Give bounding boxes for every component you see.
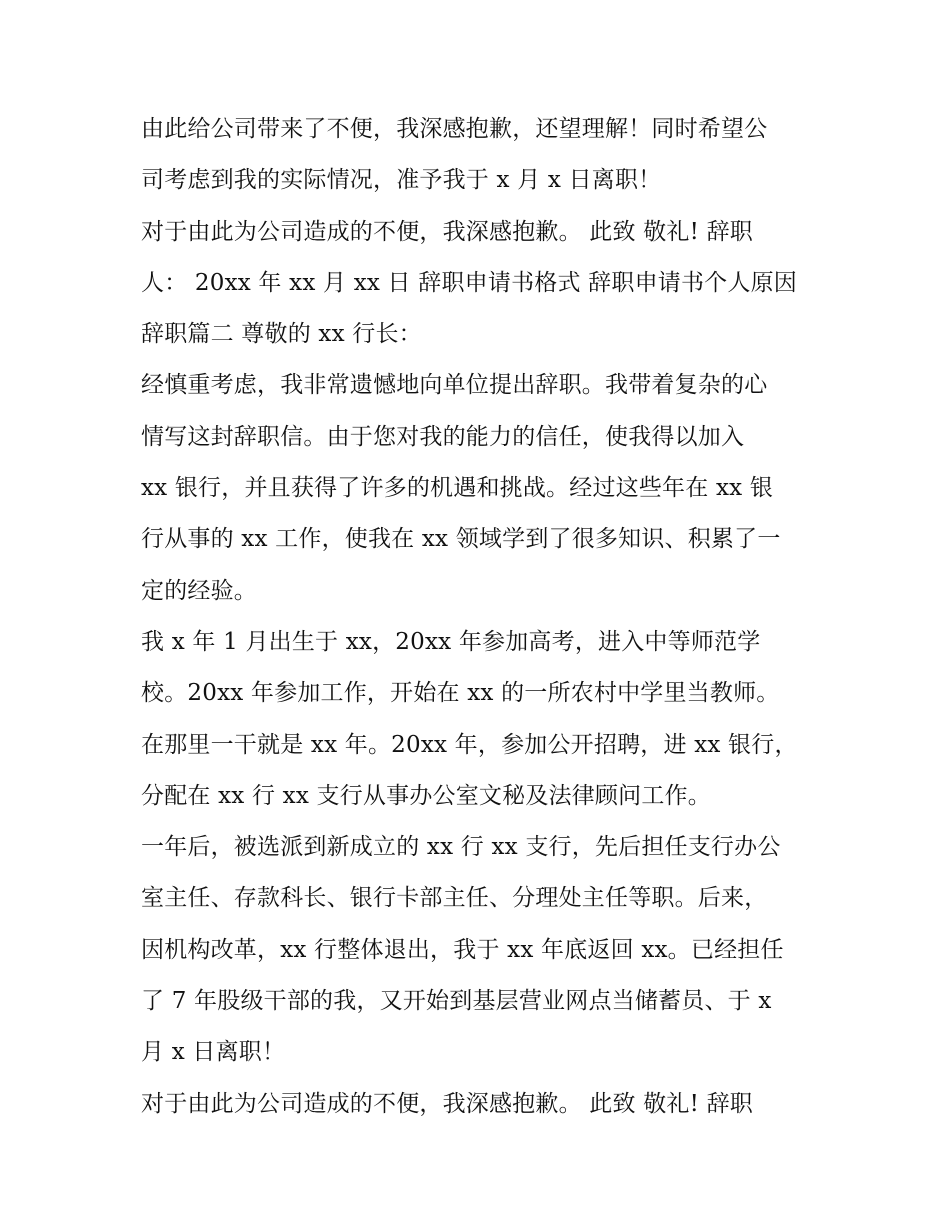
text-line: 室主任、存款科长、银行卡部主任、分理处主任等职。后来， [141,885,768,912]
text-line: 校。20xx 年参加工作，开始在 xx 的一所农村中学里当教师。 [141,680,780,707]
text-line: 在那里一干就是 xx 年。20xx 年，参加公开招聘，进 xx 银行， [141,731,798,758]
text-line: 月 x 日离职！ [141,1039,286,1066]
text-line: 一年后，被选派到新成立的 xx 行 xx 支行，先后担任支行办公 [141,834,781,861]
text-line: 因机构改革，xx 行整体退出，我于 xx 年底返回 xx。已经担任 [141,936,784,963]
text-line: 由此给公司带来了不便，我深感抱歉，还望理解！同时希望公 [141,116,768,142]
text-line: 分配在 xx 行 xx 支行从事办公室文秘及法律顾问工作。 [141,782,711,809]
text-line: 经慎重考虑，我非常遗憾地向单位提出辞职。我带着复杂的心 [141,372,768,399]
text-line: 情写这封辞职信。由于您对我的能力的信任，使我得以加入 [141,423,745,450]
text-line: 辞职篇二 尊敬的 xx 行长： [141,321,422,348]
text-line: 对于由此为公司造成的不便，我深感抱歉。 此致 敬礼! 辞职 [141,218,753,245]
text-line: 对于由此为公司造成的不便，我深感抱歉。 此致 敬礼! 辞职 [141,1090,753,1117]
text-line: 行从事的 xx 工作，使我在 xx 领域学到了很多知识、积累了一 [141,526,781,553]
text-line: 定的经验。 [141,577,257,604]
text-line: 司考虑到我的实际情况，准予我于 x 月 x 日离职！ [141,167,662,194]
text-line: 人： 20xx 年 xx 月 xx 日 辞职申请书格式 辞职申请书个人原因 [141,269,797,296]
text-line: xx 银行，并且获得了许多的机遇和挑战。经过这些年在 xx 银 [141,475,774,502]
text-line: 了 7 年股级干部的我，又开始到基层营业网点当储蓄员、于 x [141,988,772,1015]
text-line: 我 x 年 1 月出生于 xx，20xx 年参加高考，进入中等师范学 [141,628,761,655]
document-body [141,104,821,1130]
